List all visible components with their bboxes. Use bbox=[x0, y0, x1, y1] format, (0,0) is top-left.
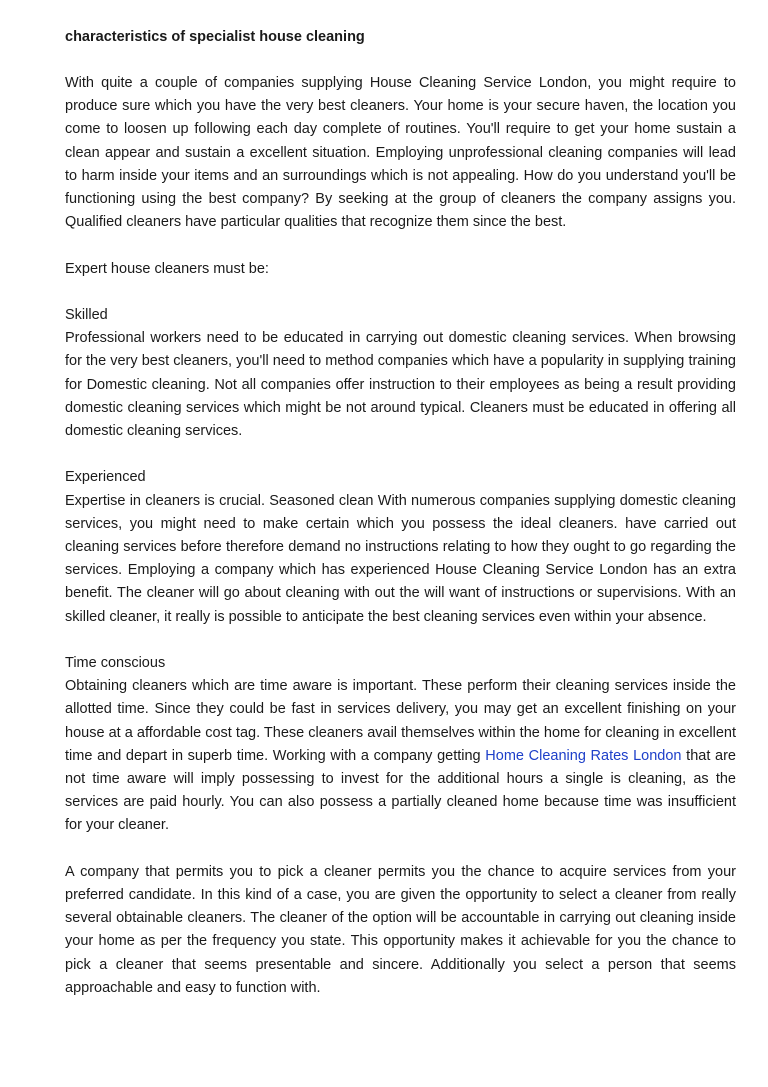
experienced-body: Expertise in cleaners is crucial. Seasoned clean With numerous companies supplying domestic cleaning services, you might need to make certain which you possess the ideal cleaners. have carried out cleaning services before therefore demand no instructions relating to how they ought to go regarding the services. Employing a company which has experienced House Cleaning Service London has an extra benefit. The cleaner will go about cleaning with out the will want of instructions or supervisions. With an skilled cleaner, it really is possible to anticipate the best cleaning services even within your absence. bbox=[65, 492, 736, 625]
skilled-body: Professional workers need to be educated in carrying out domestic cleaning services. When browsing for the very best cleaners, you'll need to method companies which have a popularity in supplying training for Domestic cleaning. Not all companies offer instruction to their employees as being a result providing domestic cleaning services which might be not around typical. Cleaners must be educated in offering all domestic cleaning services. bbox=[65, 330, 736, 440]
time-conscious-body-end: that are not time aware will imply possessing to invest for the additional hours a single is cleaning, as the services are paid hourly. You can also possess a partially cleaned home because time was insufficient for your cleaner. bbox=[65, 747, 736, 834]
time-conscious-body-start: Obtaining cleaners which are time aware is important. These perform their cleaning services inside the allotted time. Since they could be fast in services delivery, you may get an excellent finishing on your house at a affordable cost tag. These cleaners avail themselves within the home for cleaning in excellent time and depart in superb time. Working with a company getting bbox=[65, 678, 736, 764]
time-conscious-section bbox=[65, 652, 736, 838]
home-cleaning-rates-link[interactable]: Home Cleaning Rates London bbox=[485, 747, 682, 764]
skilled-section bbox=[65, 304, 736, 443]
skilled-heading: Skilled bbox=[65, 307, 108, 323]
lead-paragraph: Expert house cleaners must be: bbox=[65, 260, 269, 277]
experienced-section bbox=[65, 466, 736, 628]
experienced-heading: Experienced bbox=[65, 469, 146, 486]
closing-paragraph: A company that permits you to pick a cleaner permits you the chance to acquire services from your preferred candidate. In this kind of a case, you are given the opportunity to select a cleaner from really several obtainable cleaners. The cleaner of the option will be accountable in carrying out cleaning inside your home as per the frequency you state. This opportunity makes it achievable for you the chance to pick a cleaner that seems presentable and sincere. Additionally you select a person that seems approachable and easy to function with. bbox=[65, 863, 736, 996]
intro-paragraph: With quite a couple of companies supplying House Cleaning Service London, you might require to produce sure which you have the very best cleaners. Your home is your secure haven, the location you come to loosen up following each day complete of routines. You'll require to get your home sustain a clean appear and sustain a excellent situation. Employing unprofessional cleaning companies will lead to harm inside your items and an surroundings which is not appealing. How do you understand you'll be functioning using the best company? By seeking at the group of cleaners the company assigns you. Qualified cleaners have particular qualities that recognize them since the best. bbox=[65, 75, 736, 231]
time-conscious-heading: Time conscious bbox=[65, 655, 166, 672]
document-title: characteristics of specialist house cleaning bbox=[65, 29, 365, 45]
